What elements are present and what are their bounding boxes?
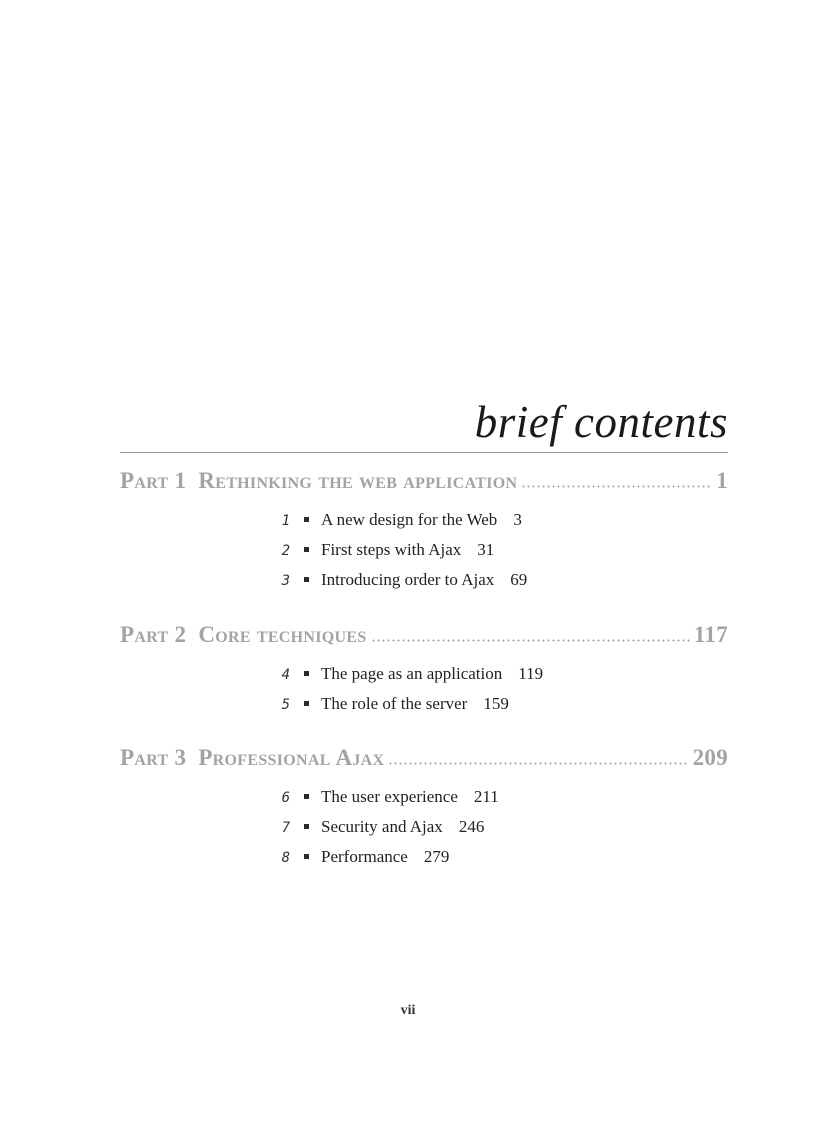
chapter-title: A new design for the Web (321, 510, 498, 529)
chapter-entry (120, 510, 728, 540)
part-title: Core techniques (198, 622, 367, 647)
part-page-number: 117 (693, 622, 728, 647)
part-title: Professional Ajax (198, 745, 385, 770)
chapter-page-number: 211 (473, 787, 499, 806)
bullet-icon (304, 824, 309, 829)
part-heading (120, 622, 728, 650)
chapter-list (120, 664, 728, 724)
chapter-number: 4 (281, 667, 290, 683)
chapter-number: 5 (281, 697, 290, 713)
chapter-title: First steps with Ajax (321, 540, 462, 559)
chapter-entry (120, 570, 728, 600)
part-1 (120, 468, 728, 600)
chapter-number: 6 (281, 790, 290, 806)
chapter-page-number: 119 (518, 664, 544, 683)
title-rule (120, 452, 728, 453)
dot-leader (521, 485, 712, 488)
chapter-title: Security and Ajax (321, 817, 443, 836)
bullet-icon (304, 517, 309, 522)
chapter-title: Performance (321, 847, 408, 866)
chapter-page-number: 279 (423, 847, 450, 866)
bullet-icon (304, 671, 309, 676)
part-3 (120, 745, 728, 877)
chapter-title: The page as an application (321, 664, 503, 683)
part-title: Rethinking the web application (198, 468, 518, 493)
dot-leader (388, 762, 688, 765)
chapter-title: Introducing order to Ajax (321, 570, 495, 589)
chapter-number: 8 (281, 850, 290, 866)
chapter-entry (120, 817, 728, 847)
part-page-number: 209 (692, 745, 728, 770)
part-page-number: 1 (716, 468, 728, 493)
part-label: Part 3 (120, 745, 187, 770)
chapter-title: The user experience (321, 787, 458, 806)
page-number: vii (400, 1003, 416, 1018)
bullet-icon (304, 547, 309, 552)
chapter-list (120, 510, 728, 600)
chapter-title: The role of the server (321, 694, 468, 713)
bullet-icon (304, 577, 309, 582)
bullet-icon (304, 794, 309, 799)
chapter-page-number: 159 (483, 694, 509, 713)
chapter-entry (120, 847, 728, 877)
part-label: Part 1 (120, 468, 187, 493)
chapter-number: 1 (281, 513, 290, 529)
chapter-number: 7 (281, 820, 290, 836)
chapter-entry (120, 664, 728, 694)
part-label: Part 2 (120, 622, 187, 647)
chapter-entry (120, 694, 728, 724)
chapter-number: 2 (281, 543, 290, 559)
part-heading (120, 468, 728, 496)
bullet-icon (304, 854, 309, 859)
chapter-page-number: 69 (510, 570, 528, 589)
chapter-page-number: 3 (513, 510, 522, 529)
chapter-number: 3 (281, 573, 290, 589)
part-heading (120, 745, 728, 773)
page-title: brief contents (474, 397, 728, 447)
chapter-entry (120, 787, 728, 817)
bullet-icon (304, 701, 309, 706)
chapter-entry (120, 540, 728, 570)
chapter-page-number: 31 (477, 540, 495, 559)
chapter-list (120, 787, 728, 877)
part-2 (120, 622, 728, 724)
dot-leader (371, 639, 690, 642)
chapter-page-number: 246 (458, 817, 485, 836)
